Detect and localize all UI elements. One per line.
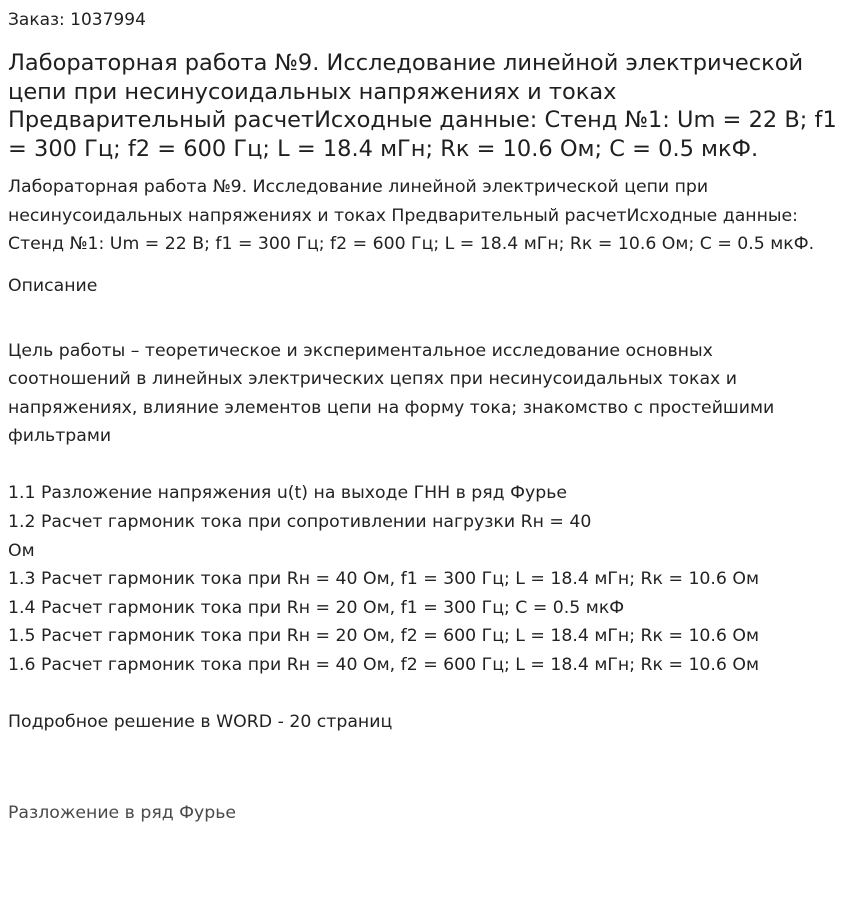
list-item: 1.6 Расчет гармоник тока при Rн = 40 Ом, f2 = 600 Гц; L = 18.4 мГн; Rк = 10.6 Ом bbox=[8, 655, 760, 676]
description-body bbox=[8, 337, 838, 737]
list-item: 1.1 Разложение напряжения u(t) на выходе ГНН в ряд Фурье bbox=[8, 483, 568, 504]
page-title: Лабораторная работа №9. Исследование линейной электрической цепи при несинусоидальных напряжениях и токах Предварительный расчетИсходные данные: Стенд №1: Um = 22 В; f1 = 300 Гц; f2 = 600 Гц; L = 18.4 мГн; Rк = 10.6 Ом; C = 0.5 мкФ. bbox=[8, 50, 837, 162]
goal-paragraph: Цель работы – теоретическое и экспериментальное исследование основных соотношений в линейных электрических цепях при несинусоидальных токах и напряжениях, влияние элементов цепи на форму тока; знакомство с простейшими фильтрами bbox=[8, 340, 775, 447]
summary-text: Лабораторная работа №9. Исследование линейной электрической цепи при несинусоидальных напряжениях и токах Предварительный расчетИсходные данные: Стенд №1: Um = 22 В; f1 = 300 Гц; f2 = 600 Гц; L = 18.4 мГн; Rк = 10.6 Ом; C = 0.5 мкФ. bbox=[8, 177, 815, 254]
list-item: 1.5 Расчет гармоник тока при Rн = 20 Ом, f2 = 600 Гц; L = 18.4 мГн; Rк = 10.6 Ом bbox=[8, 626, 760, 647]
order-number: Заказ: 1037994 bbox=[8, 10, 146, 30]
list-item: 1.4 Расчет гармоник тока при Rн = 20 Ом, f1 = 300 Гц; C = 0.5 мкФ bbox=[8, 597, 625, 618]
list-item: 1.2 Расчет гармоник тока при сопротивлении нагрузки Rн = 40 bbox=[8, 512, 592, 533]
list-item: 1.3 Расчет гармоник тока при Rн = 40 Ом, f1 = 300 Гц; L = 18.4 мГн; Rк = 10.6 Ом bbox=[8, 569, 760, 590]
fourier-series-link[interactable]: Разложение в ряд Фурье bbox=[8, 802, 237, 823]
spacer bbox=[8, 680, 838, 709]
spacer bbox=[8, 451, 838, 480]
closing-note: Подробное решение в WORD - 20 страниц bbox=[8, 712, 393, 733]
list-item: Ом bbox=[8, 540, 35, 561]
description-heading: Описание bbox=[8, 275, 98, 296]
